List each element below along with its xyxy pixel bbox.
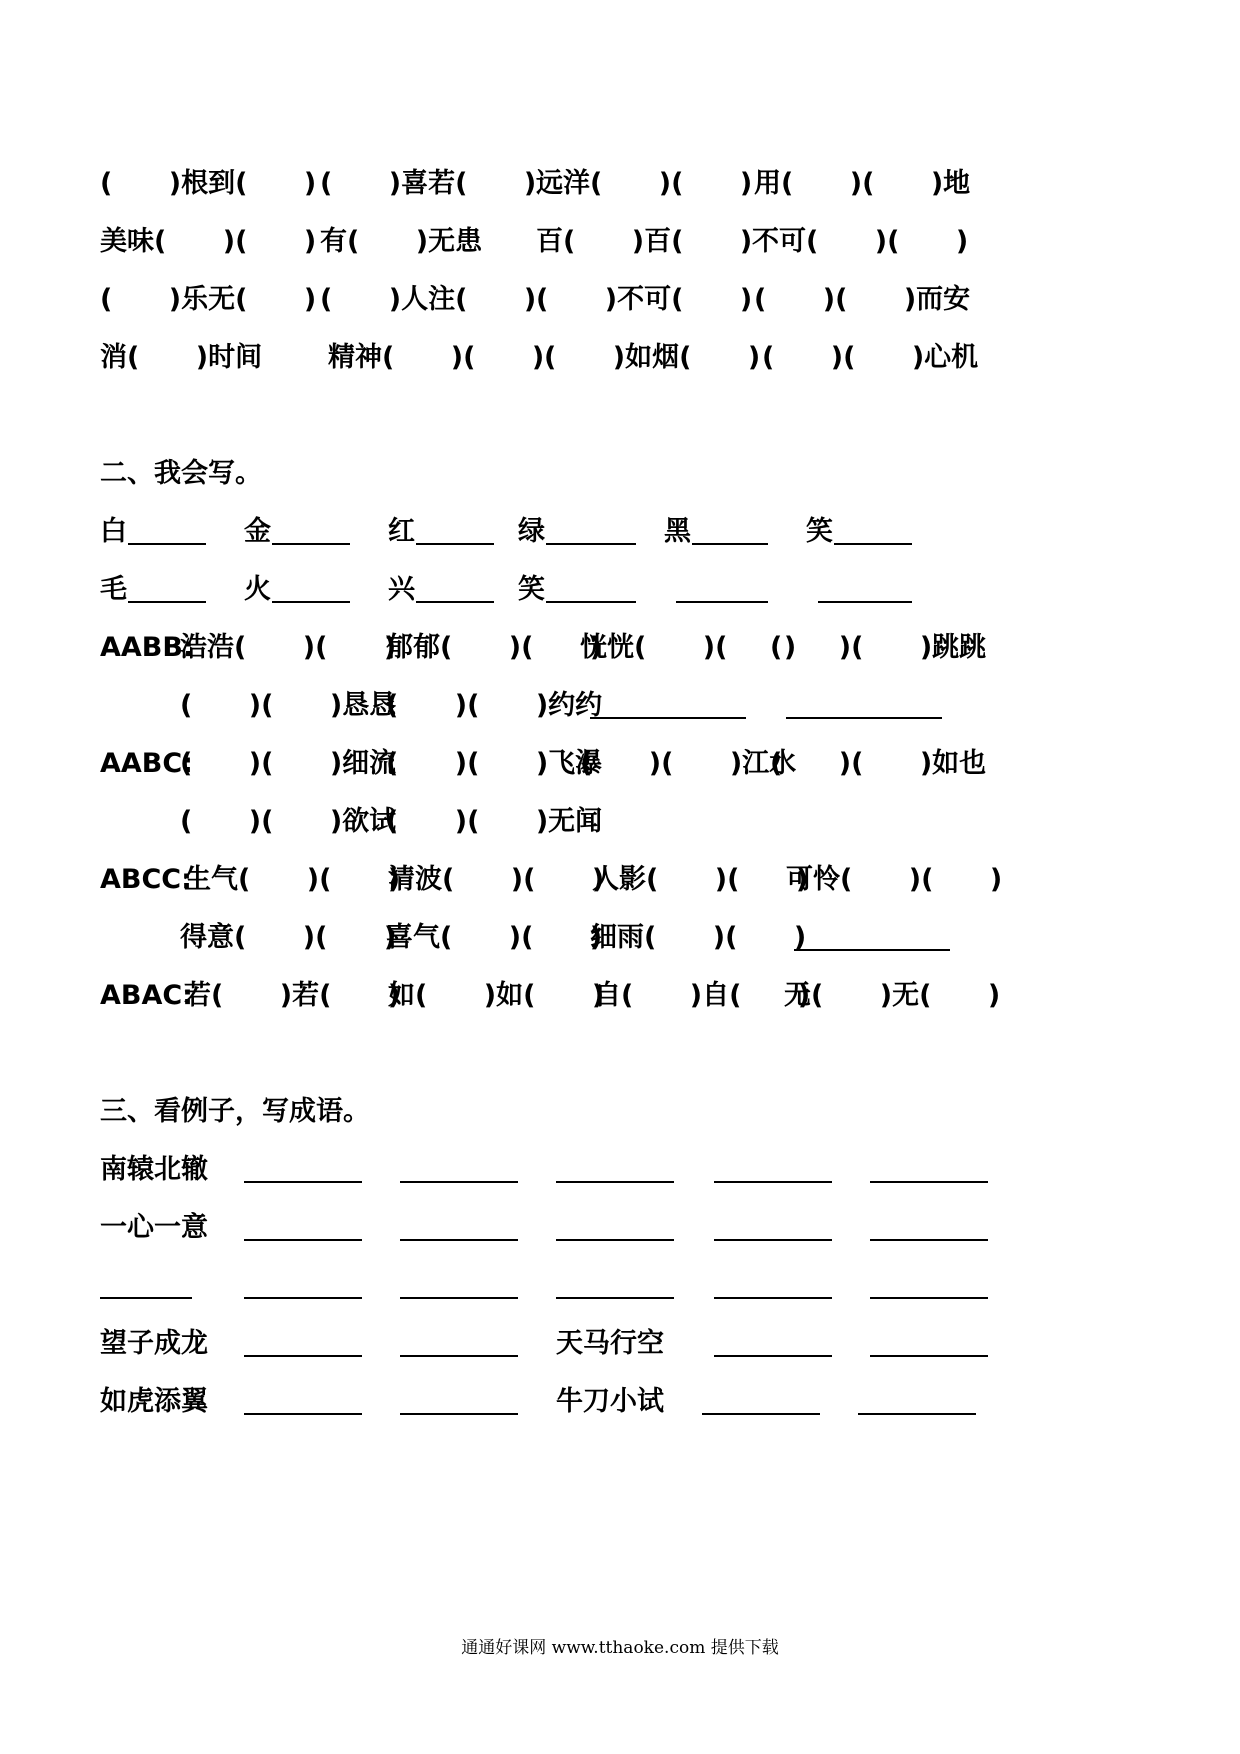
- color-words-row-2: [0, 570, 1240, 610]
- answer-blank[interactable]: [400, 1355, 518, 1357]
- abcc-row-1: [0, 860, 1240, 900]
- pattern-label: AABC:: [100, 748, 193, 779]
- answer-blank[interactable]: [870, 1181, 988, 1183]
- answer-blank[interactable]: [870, 1239, 988, 1241]
- answer-blank[interactable]: [556, 1181, 674, 1183]
- idiom-blank: ( )( )而安: [754, 284, 971, 315]
- answer-blank[interactable]: [714, 1355, 832, 1357]
- example-idiom: 望子成龙: [100, 1328, 208, 1359]
- idiom-blank: 美味( )( ): [100, 226, 317, 257]
- pattern-label: ABCC:: [100, 864, 192, 895]
- bracket-row-2: [0, 222, 1240, 262]
- section-3-heading-line: [0, 1092, 1240, 1132]
- idiom-blank: ( )( )飞瀑: [386, 748, 603, 779]
- answer-blank[interactable]: [556, 1297, 674, 1299]
- word-stem: 黑: [664, 516, 691, 547]
- idiom-blank: 郁郁( )( ): [386, 632, 603, 663]
- idiom-blank: ( )( )江水: [580, 748, 797, 779]
- word-stem: 兴: [388, 574, 415, 605]
- abac-row-1: [0, 976, 1240, 1016]
- idiom-blank: 可怜( )( ): [786, 864, 1003, 895]
- word-stem: 笑: [518, 574, 545, 605]
- idiom-blank: ( )( )约约: [386, 690, 603, 721]
- idiom-blank: 若( )若( ): [184, 980, 401, 1011]
- answer-blank[interactable]: [244, 1239, 362, 1241]
- answer-blank[interactable]: [416, 543, 494, 545]
- idiom-blank: 无( )无( ): [784, 980, 1001, 1011]
- answer-blank[interactable]: [858, 1413, 976, 1415]
- color-words-row-1: [0, 512, 1240, 552]
- answer-blank[interactable]: [786, 717, 942, 719]
- answer-blank[interactable]: [244, 1355, 362, 1357]
- pattern-label: ABAC:: [100, 980, 193, 1011]
- section-2-heading: 二、我会写。: [100, 458, 262, 489]
- aabc-row-2: [0, 802, 1240, 842]
- idiom-blank: 如( )如( ): [388, 980, 605, 1011]
- idiom-blank: ( )根到( ): [100, 168, 317, 199]
- word-stem: 金: [244, 516, 271, 547]
- idiom-blank: ( )( )如也: [770, 748, 987, 779]
- answer-blank[interactable]: [244, 1413, 362, 1415]
- idiom-blank: 百( )百( ): [536, 226, 753, 257]
- answer-blank[interactable]: [590, 717, 746, 719]
- section-2-heading-line: [0, 454, 1240, 494]
- idiom-blank: 浩浩( )( ): [180, 632, 397, 663]
- aabb-row-1: [0, 628, 1240, 668]
- idiom-blank: 远洋( )( ): [536, 168, 753, 199]
- answer-blank[interactable]: [128, 601, 206, 603]
- idiom-blank: 恍恍( )( ): [580, 632, 797, 663]
- bracket-row-1: [0, 164, 1240, 204]
- example-row-2: [0, 1208, 1240, 1248]
- idiom-blank: ( )喜若( ): [320, 168, 537, 199]
- idiom-blank: 消( )时间: [100, 342, 263, 373]
- example-row-3: [0, 1266, 1240, 1306]
- idiom-blank: 清波( )( ): [388, 864, 605, 895]
- bracket-row-3: [0, 280, 1240, 320]
- answer-blank[interactable]: [556, 1239, 674, 1241]
- pattern-label: AABB:: [100, 632, 194, 663]
- answer-blank[interactable]: [244, 1297, 362, 1299]
- example-idiom: 天马行空: [556, 1328, 664, 1359]
- answer-blank[interactable]: [100, 1297, 192, 1299]
- answer-blank[interactable]: [818, 601, 912, 603]
- answer-blank[interactable]: [272, 601, 350, 603]
- idiom-blank: ( )人注( ): [320, 284, 537, 315]
- answer-blank[interactable]: [546, 543, 636, 545]
- aabb-row-2: [0, 686, 1240, 726]
- idiom-blank: 精神( )( ): [328, 342, 545, 373]
- word-stem: 红: [388, 516, 415, 547]
- answer-blank[interactable]: [714, 1297, 832, 1299]
- aabc-row-1: [0, 744, 1240, 784]
- answer-blank[interactable]: [400, 1413, 518, 1415]
- word-stem: 笑: [806, 516, 833, 547]
- idiom-blank: 细雨( )( ): [590, 922, 807, 953]
- page-footer: 通通好课网 www.tthaoke.com 提供下载: [461, 1638, 779, 1658]
- answer-blank[interactable]: [272, 543, 350, 545]
- answer-blank[interactable]: [416, 601, 494, 603]
- answer-blank[interactable]: [834, 543, 912, 545]
- answer-blank[interactable]: [714, 1181, 832, 1183]
- idiom-blank: 有( )无患: [320, 226, 483, 257]
- abcc-row-2: [0, 918, 1240, 958]
- idiom-blank: 得意( )( ): [180, 922, 397, 953]
- idiom-blank: ( )乐无( ): [100, 284, 317, 315]
- answer-blank[interactable]: [870, 1355, 988, 1357]
- answer-blank[interactable]: [870, 1297, 988, 1299]
- answer-blank[interactable]: [714, 1239, 832, 1241]
- answer-blank[interactable]: [400, 1297, 518, 1299]
- answer-blank[interactable]: [400, 1239, 518, 1241]
- word-stem: 绿: [518, 516, 545, 547]
- section-3-heading: 三、看例子，写成语。: [100, 1096, 370, 1127]
- answer-blank[interactable]: [794, 949, 950, 951]
- idiom-blank: ( )( )跳跳: [770, 632, 987, 663]
- bracket-row-4: [0, 338, 1240, 378]
- example-idiom: 南辕北辙: [100, 1154, 208, 1185]
- example-row-1: [0, 1150, 1240, 1190]
- example-row-5: [0, 1382, 1240, 1422]
- idiom-blank: 人影( )( ): [592, 864, 809, 895]
- answer-blank[interactable]: [128, 543, 206, 545]
- idiom-blank: ( )( )细流: [180, 748, 397, 779]
- example-idiom: 如虎添翼: [100, 1386, 208, 1417]
- idiom-blank: ( )如烟( ): [544, 342, 761, 373]
- idiom-blank: 喜气( )( ): [386, 922, 603, 953]
- idiom-blank: 用( )( )地: [754, 168, 971, 199]
- idiom-blank: ( )( )恳恳: [180, 690, 397, 721]
- idiom-blank: ( )( )欲试: [180, 806, 397, 837]
- example-idiom: 牛刀小试: [556, 1386, 664, 1417]
- word-stem: 毛: [100, 574, 127, 605]
- idiom-blank: ( )不可( ): [536, 284, 753, 315]
- idiom-blank: ( )( )心机: [762, 342, 979, 373]
- answer-blank[interactable]: [244, 1181, 362, 1183]
- idiom-blank: 生气( )( ): [184, 864, 401, 895]
- answer-blank[interactable]: [546, 601, 636, 603]
- word-stem: 白: [100, 516, 127, 547]
- idiom-blank: ( )( )无闻: [386, 806, 603, 837]
- idiom-blank: 不可( )( ): [752, 226, 969, 257]
- example-idiom: 一心一意: [100, 1212, 208, 1243]
- answer-blank[interactable]: [676, 601, 768, 603]
- idiom-blank: 自( )自( ): [594, 980, 811, 1011]
- answer-blank[interactable]: [702, 1413, 820, 1415]
- answer-blank[interactable]: [692, 543, 768, 545]
- example-row-4: [0, 1324, 1240, 1364]
- answer-blank[interactable]: [400, 1181, 518, 1183]
- word-stem: 火: [244, 574, 271, 605]
